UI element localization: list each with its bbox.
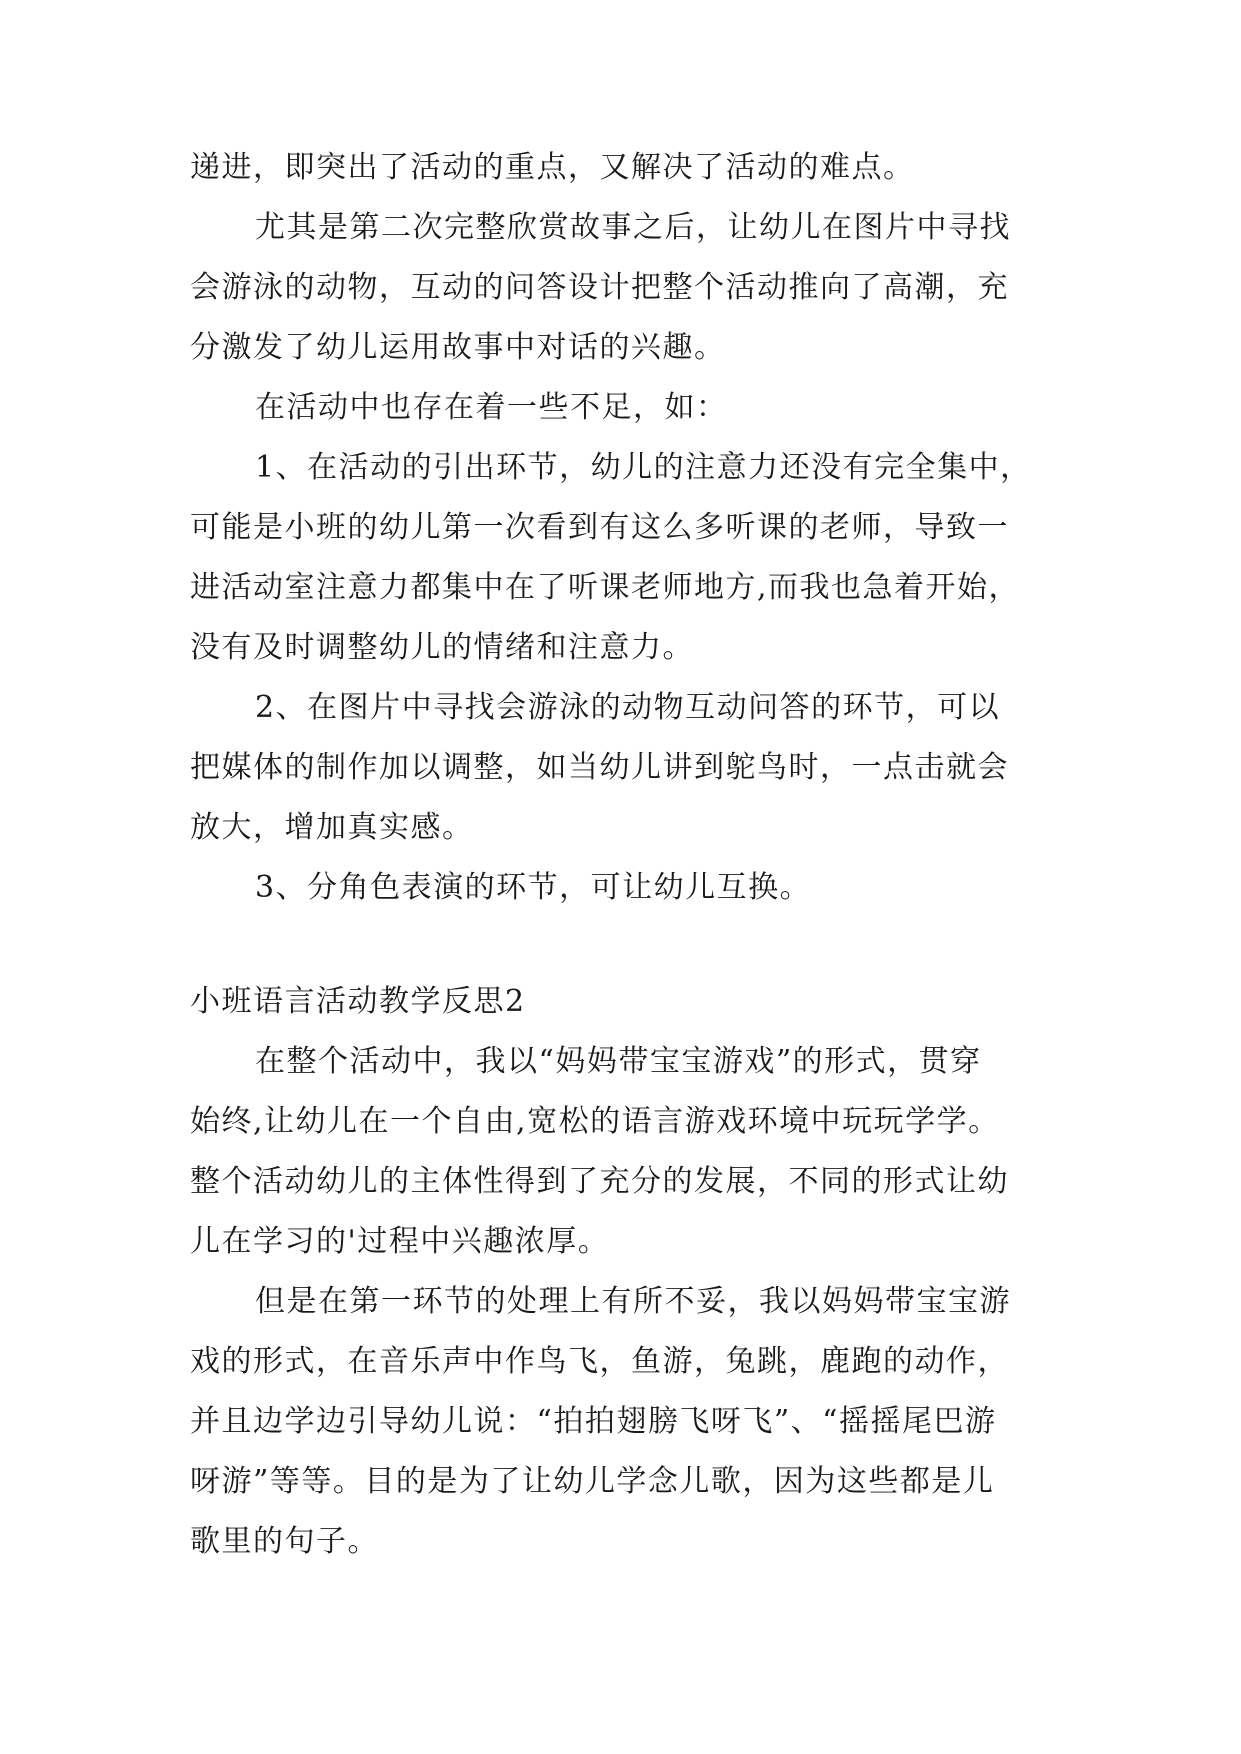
text-line: 但是在第一环节的处理上有所不妥，我以妈妈带宝宝游 xyxy=(255,1284,1011,1319)
text-line: 没有及时调整幼儿的情绪和注意力。 xyxy=(190,630,694,665)
text-line: 在活动中也存在着一些不足，如： xyxy=(255,390,728,425)
text-line: 始终,让幼儿在一个自由,宽松的语言游戏环境中玩玩学学。 xyxy=(190,1104,1000,1139)
text-line: 尤其是第二次完整欣赏故事之后，让幼儿在图片中寻找 xyxy=(255,210,1011,245)
text-line: 进活动室注意力都集中在了听课老师地方,而我也急着开始， xyxy=(190,570,1021,605)
section-title: 小班语言活动教学反思2 xyxy=(190,984,526,1019)
list-item: 2、在图片中寻找会游泳的动物互动问答的环节，可以 xyxy=(255,690,1001,725)
list-item: 3、分角色表演的环节，可让幼儿互换。 xyxy=(255,870,812,905)
text-line: 分激发了幼儿运用故事中对话的兴趣。 xyxy=(190,330,726,365)
text-line: 歌里的句子。 xyxy=(190,1524,379,1559)
text-line: 放大，增加真实感。 xyxy=(190,810,474,845)
text-line: 整个活动幼儿的主体性得到了充分的发展，不同的形式让幼 xyxy=(190,1164,1009,1199)
text-line: 呀游”等等。目的是为了让幼儿学念儿歌，因为这些都是儿 xyxy=(190,1464,995,1499)
text-line: 递进，即突出了活动的重点，又解决了活动的难点。 xyxy=(190,150,915,185)
text-line: 戏的形式，在音乐声中作鸟飞，鱼游，兔跳，鹿跑的动作， xyxy=(190,1344,1009,1379)
text-line: 可能是小班的幼儿第一次看到有这么多听课的老师，导致一 xyxy=(190,510,1009,545)
text-line: 把媒体的制作加以调整，如当幼儿讲到鸵鸟时，一点击就会 xyxy=(190,750,1009,785)
text-line: 儿在学习的'过程中兴趣浓厚。 xyxy=(190,1224,610,1259)
text-line: 并且边学边引导幼儿说：“拍拍翅膀飞呀飞”、“摇摇尾巴游 xyxy=(190,1404,997,1439)
list-item: 1、在活动的引出环节，幼儿的注意力还没有完全集中， xyxy=(255,450,1032,485)
text-line: 会游泳的动物，互动的问答设计把整个活动推向了高潮，充 xyxy=(190,270,1009,305)
text-line: 在整个活动中，我以“妈妈带宝宝游戏”的形式，贯穿 xyxy=(255,1044,982,1079)
